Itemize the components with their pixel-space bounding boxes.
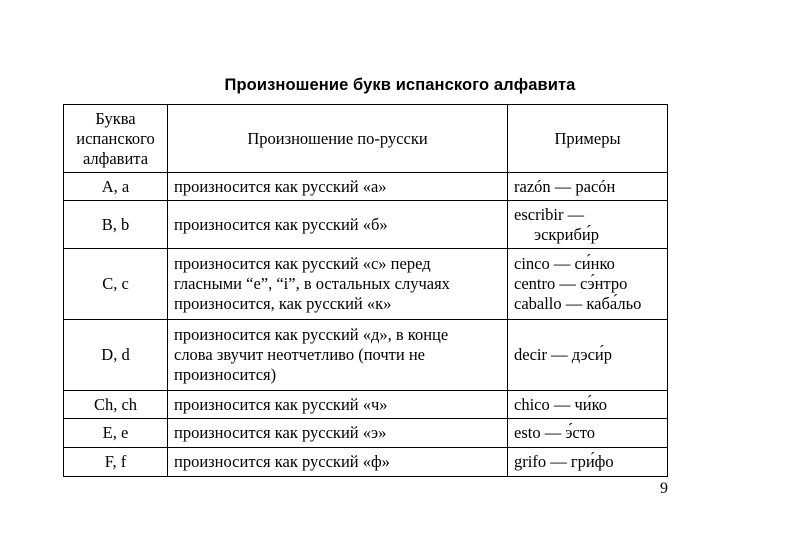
table-row xyxy=(64,320,668,391)
examples-cell xyxy=(508,173,668,201)
page-number: 9 xyxy=(660,480,668,497)
pronunciation-cell xyxy=(168,391,508,419)
header-letter-line: алфавита xyxy=(82,148,149,168)
header-examples: Примеры xyxy=(508,105,668,173)
example-line: razón — расóн xyxy=(514,176,616,196)
examples-cell xyxy=(508,201,668,249)
table-row xyxy=(64,173,668,201)
pronunciation-line: произносится как русский «с» перед xyxy=(174,254,431,273)
example-line: esto — э́сто xyxy=(514,423,595,442)
pronunciation-cell xyxy=(168,320,508,391)
header-pronunciation: Произношение по-русски xyxy=(168,105,508,173)
table-header-row xyxy=(64,105,668,173)
pronunciation-line: произносится, как русский «к» xyxy=(174,294,392,313)
pronunciation-cell xyxy=(168,173,508,201)
pronunciation-line: произносится как русский «б» xyxy=(174,214,388,234)
letter-cell: F, f xyxy=(64,448,168,477)
pronunciation-cell xyxy=(168,201,508,249)
header-letter-line: Буква xyxy=(95,108,136,128)
letter-cell: D, d xyxy=(64,320,168,391)
pronunciation-line: произносится как русский «э» xyxy=(174,423,387,442)
letter-cell: E, e xyxy=(64,419,168,448)
pronunciation-line: произносится как русский «а» xyxy=(174,176,387,196)
header-letter-line: испанского xyxy=(76,128,155,148)
table-row xyxy=(64,249,668,320)
pronunciation-cell xyxy=(168,419,508,448)
letter-cell: Ch, ch xyxy=(64,391,168,419)
table-row xyxy=(64,391,668,419)
examples-cell xyxy=(508,448,668,477)
examples-cell xyxy=(508,320,668,391)
example-line: cinco — си́нко xyxy=(514,254,615,273)
pronunciation-line: произносится как русский «д», в конце xyxy=(174,325,449,344)
pronunciation-line: произносится как русский «ф» xyxy=(174,452,390,471)
pronunciation-line: гласными “е”, “i”, в остальных случаях xyxy=(174,274,450,293)
pronunciation-line: произносится) xyxy=(174,365,277,384)
examples-cell xyxy=(508,419,668,448)
example-line: эскриби́р xyxy=(534,224,599,244)
pronunciation-cell xyxy=(168,249,508,320)
pronunciation-line: произносится как русский «ч» xyxy=(174,394,388,414)
example-line: centro — сэ́нтро xyxy=(514,274,628,293)
pronunciation-line: слова звучит неотчетливо (почти не xyxy=(174,345,425,364)
letter-cell: C, c xyxy=(64,249,168,320)
header-letter xyxy=(64,105,168,173)
pronunciation-cell xyxy=(168,448,508,477)
example-line: caballo — каба́льо xyxy=(514,294,642,313)
examples-cell xyxy=(508,249,668,320)
letter-cell: B, b xyxy=(64,201,168,249)
example-line: grifo — гри́фо xyxy=(514,452,614,471)
example-line: decir — дэси́р xyxy=(514,345,613,364)
example-line: chico — чи́ко xyxy=(514,394,608,414)
examples-cell xyxy=(508,391,668,419)
letter-cell: A, a xyxy=(64,173,168,201)
page-title: Произношение букв испанского алфавита xyxy=(224,76,576,94)
table-row xyxy=(64,201,668,249)
table-row xyxy=(64,448,668,477)
example-line: escribir — xyxy=(514,204,585,224)
table-row xyxy=(64,419,668,448)
alphabet-table xyxy=(63,104,668,477)
